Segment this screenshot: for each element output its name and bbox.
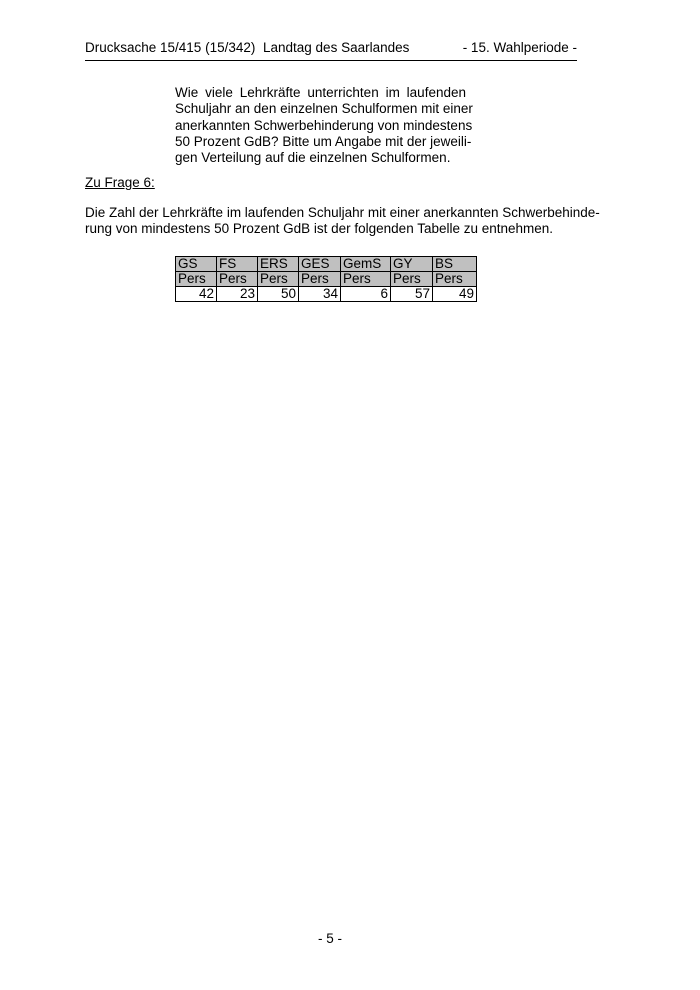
question-line: gen Verteilung auf die einzelnen Schulformen. [175, 150, 451, 166]
teachers-by-school-type-table [175, 256, 477, 302]
value-cell: 34 [299, 287, 341, 302]
answer-heading: Zu Frage 6: [85, 175, 155, 190]
unit-cell: Pers [217, 272, 258, 287]
question-line: anerkannten Schwerbehinderung von mindestens [175, 117, 473, 133]
column-header: BS [433, 257, 477, 272]
value-cell: 6 [341, 287, 391, 302]
question-line: 50 Prozent GdB? Bitte um Angabe mit der jeweili- [175, 133, 472, 149]
value-cell: 49 [433, 287, 477, 302]
election-period: - 15. Wahlperiode - [462, 40, 577, 55]
unit-cell: Pers [299, 272, 341, 287]
value-cell: 42 [176, 287, 217, 302]
column-header: FS [217, 257, 258, 272]
question-line: Wie viele Lehrkräfte unterrichten im laufenden [175, 85, 466, 100]
unit-cell: Pers [258, 272, 299, 287]
column-header: GS [176, 257, 217, 272]
column-header: GY [391, 257, 433, 272]
column-header: ERS [258, 257, 299, 272]
question-text [175, 85, 473, 166]
question-line: Schuljahr an den einzelnen Schulformen mit einer [175, 101, 473, 117]
answer-line: rung von mindestens 50 Prozent GdB ist der folgenden Tabelle zu entnehmen. [85, 221, 554, 237]
answer-line: Die Zahl der Lehrkräfte im laufenden Schuljahr mit einer anerkannten Schwerbehinde- [85, 205, 600, 220]
table-unit-row [176, 272, 477, 287]
document-number: Drucksache 15/415 (15/342) [85, 40, 256, 55]
page-number: - 5 - [317, 931, 342, 946]
table-header-row [176, 257, 477, 272]
column-header: GemS [341, 257, 391, 272]
institution-name: Landtag des Saarlandes [263, 40, 410, 55]
table-row [176, 287, 477, 302]
value-cell: 23 [217, 287, 258, 302]
unit-cell: Pers [341, 272, 391, 287]
unit-cell: Pers [176, 272, 217, 287]
column-header: GES [299, 257, 341, 272]
unit-cell: Pers [391, 272, 433, 287]
page-header [85, 40, 577, 61]
value-cell: 57 [391, 287, 433, 302]
answer-text [85, 205, 600, 238]
value-cell: 50 [258, 287, 299, 302]
unit-cell: Pers [433, 272, 477, 287]
